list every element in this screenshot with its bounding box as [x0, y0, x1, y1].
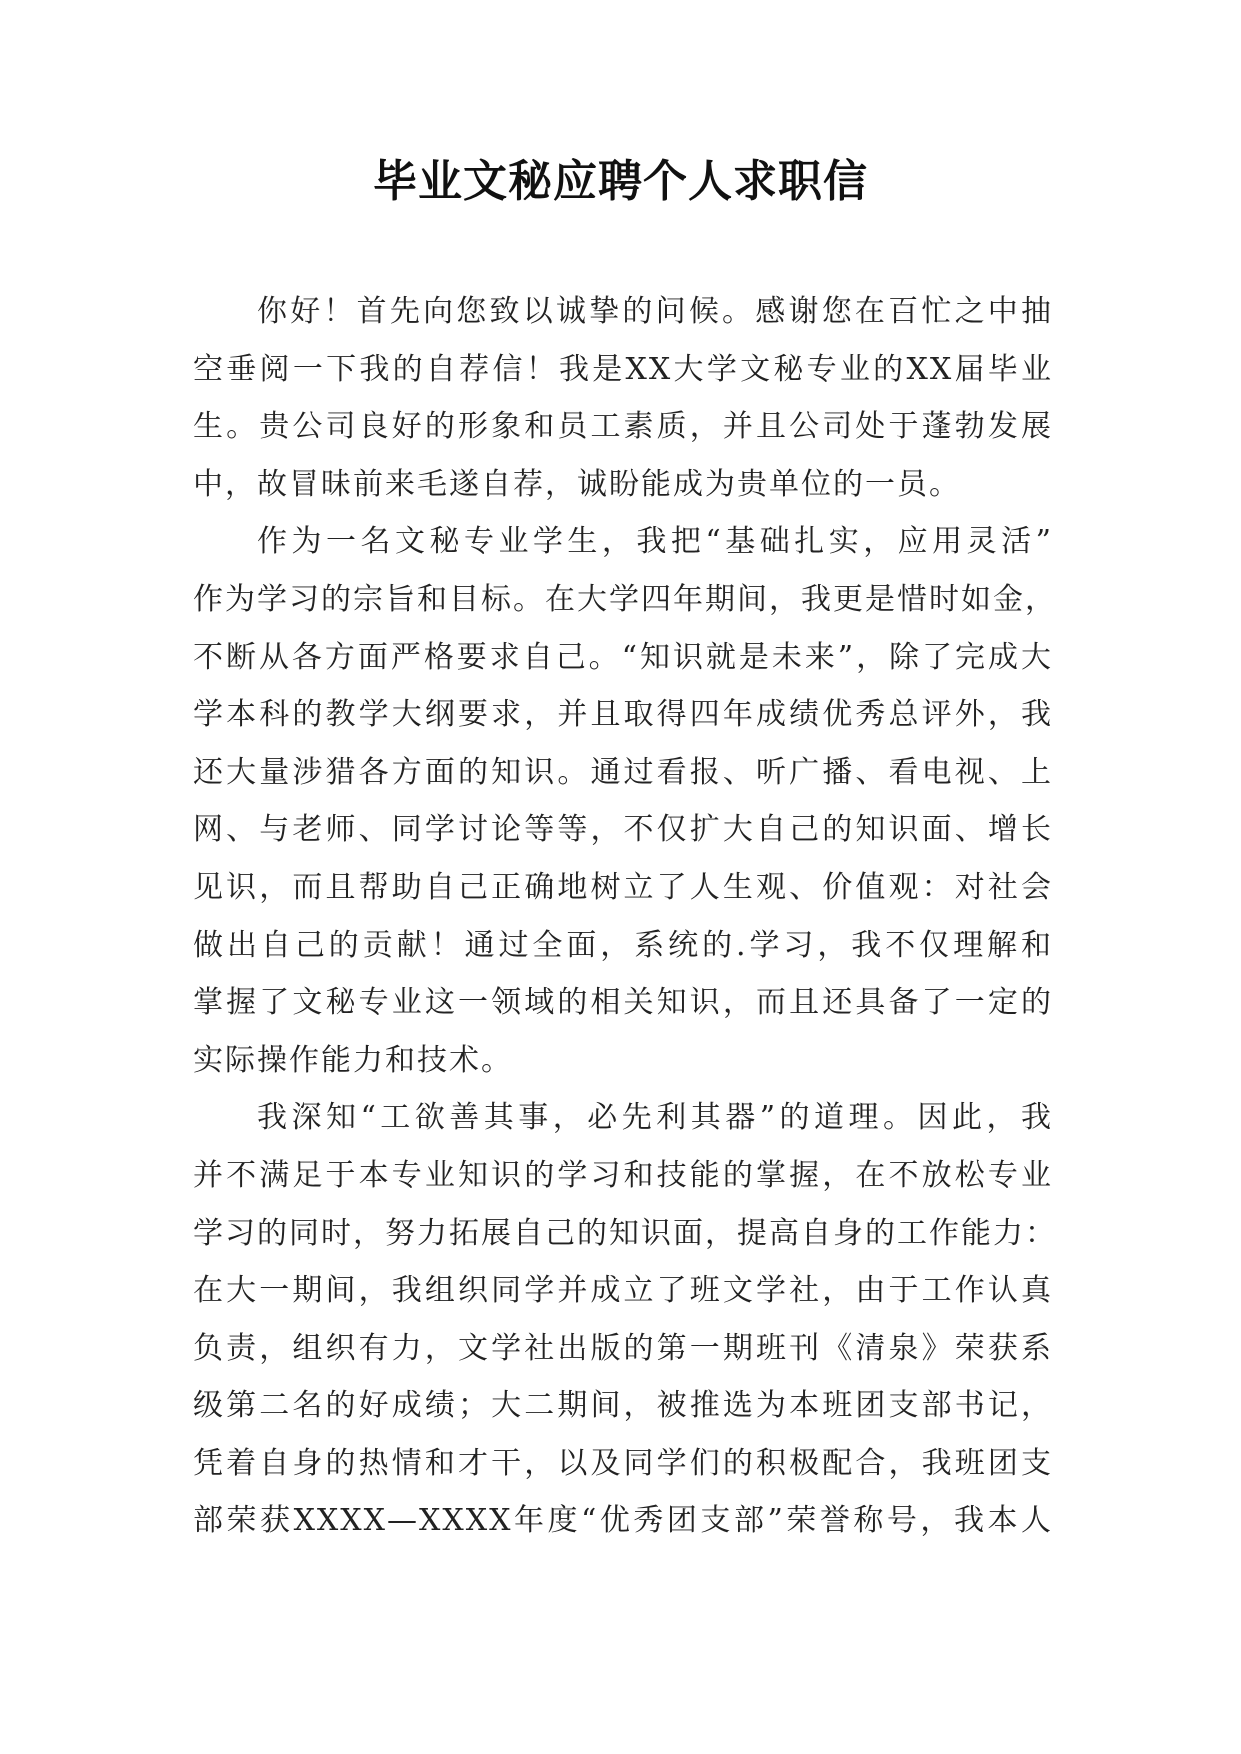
body-line: 你好！首先向您致以诚挚的问候。感谢您在百忙之中抽: [257, 294, 1053, 329]
body-line: 在大一期间，我组织同学并成立了班文学社，由于工作认真: [193, 1273, 1053, 1309]
body-line: 做出自己的贡献！通过全面，系统的.学习，我不仅理解和: [193, 927, 1053, 963]
body-line: 并不满足于本专业知识的学习和技能的掌握，在不放松专业: [193, 1157, 1053, 1193]
body-line: 学习的同时，努力拓展自己的知识面，提高自身的工作能力：: [193, 1215, 1057, 1251]
body-line: 还大量涉猎各方面的知识。通过看报、听广播、看电视、上: [193, 754, 1053, 790]
body-line: 实际操作能力和技术。: [193, 1042, 513, 1078]
document-body: [193, 283, 1057, 1550]
body-line: 空垂阅一下我的自荐信！我是XX大学文秘专业的XX届毕业: [193, 351, 1053, 387]
body-line: 见识，而且帮助自己正确地树立了人生观、价值观：对社会: [193, 869, 1053, 905]
body-line: 学本科的教学大纲要求，并且取得四年成绩优秀总评外，我: [193, 697, 1053, 733]
body-line: 不断从各方面严格要求自己。“知识就是未来”，除了完成大: [193, 639, 1053, 675]
body-line: 级第二名的好成绩；大二期间，被推选为本班团支部书记，: [193, 1388, 1053, 1424]
document-title: 毕业文秘应聘个人求职信: [373, 156, 868, 207]
body-line: 中，故冒昧前来毛遂自荐，诚盼能成为贵单位的一员。: [193, 466, 961, 502]
body-line: 作为学习的宗旨和目标。在大学四年期间，我更是惜时如金，: [193, 581, 1057, 617]
body-line: 掌握了文秘专业这一领域的相关知识，而且还具备了一定的: [193, 985, 1053, 1021]
body-line: 部荣获XXXX—XXXX年度“优秀团支部”荣誉称号，我本人: [193, 1503, 1053, 1539]
body-line: 负责，组织有力，文学社出版的第一期班刊《清泉》荣获系: [193, 1330, 1053, 1366]
body-line: 凭着自身的热情和才干，以及同学们的积极配合，我班团支: [193, 1445, 1053, 1481]
body-line: 网、与老师、同学讨论等等，不仅扩大自己的知识面、增长: [193, 812, 1053, 848]
body-line: 我深知“工欲善其事，必先利其器”的道理。因此，我: [257, 1100, 1053, 1136]
body-line: 作为一名文秘专业学生，我把“基础扎实，应用灵活”: [257, 524, 1053, 560]
body-line: 生。贵公司良好的形象和员工素质，并且公司处于蓬勃发展: [193, 409, 1053, 445]
